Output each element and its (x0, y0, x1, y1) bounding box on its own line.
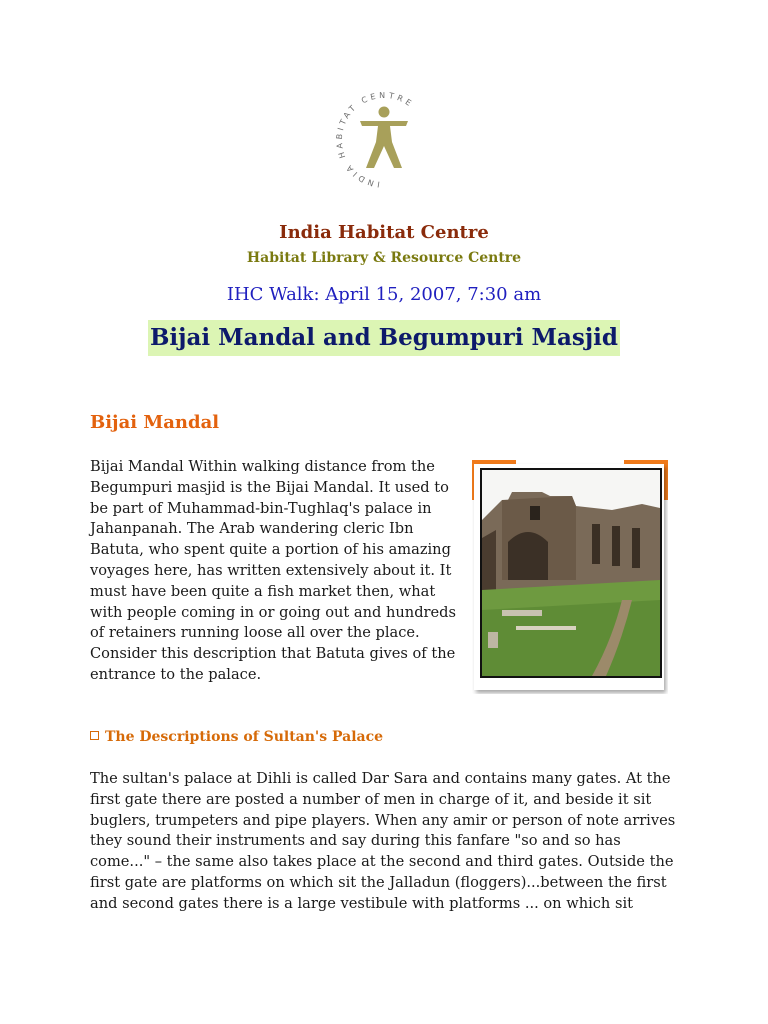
subsection-heading (90, 729, 383, 745)
intro-paragraph: Bijai Mandal Within walking distance from the Begumpuri masjid is the Bijai Mandal. It used to be part of Muhammad-bin-Tughlaq's palace in Jahanpanah. The Arab wandering cleric Ibn Batuta, who spent quite a portion of his amazing voyages here, has written extensively about it. It must have been quite a fish market then, what with people coming in or going out and hundreds of retainers running loose all over the place. Consider this description that Batuta gives of the entrance to the palace. (90, 458, 456, 683)
ruins-photo (472, 460, 668, 694)
org-name: India Habitat Centre (279, 222, 489, 243)
human-figure-icon (360, 107, 408, 169)
logo-ring-text: INDIA HABITAT CENTRE (334, 90, 416, 189)
org-subtitle: Habitat Library & Resource Centre (246, 250, 522, 266)
page-title: Bijai Mandal and Begumpuri Masjid (149, 324, 618, 351)
description-paragraph: The sultan's palace at Dihli is called Dar Sara and contains many gates. At the first gate there are posted a number of men in charge of it, and beside it sit buglers, trumpeters and pipe players. When any amir or person of note arrives they sound their instruments and say during this fanfare "so and so has come..." – the same also takes place at the second and third gates. Outside the first gate are platforms on which sit the Jalladun (floggers)...between the first and second gates there is a large vestibule with platforms ... on which sit (90, 770, 676, 912)
ihc-logo (332, 82, 436, 192)
walk-date: IHC Walk: April 15, 2007, 7:30 am (226, 284, 542, 305)
svg-text:INDIA HABITAT CENTRE (335, 91, 416, 189)
title-banner (148, 320, 620, 356)
subsection-heading-text: The Descriptions of Sultan's Palace (105, 729, 384, 745)
square-bullet-icon (90, 731, 99, 740)
section-heading: Bijai Mandal (90, 412, 220, 433)
photo-image (482, 470, 660, 676)
